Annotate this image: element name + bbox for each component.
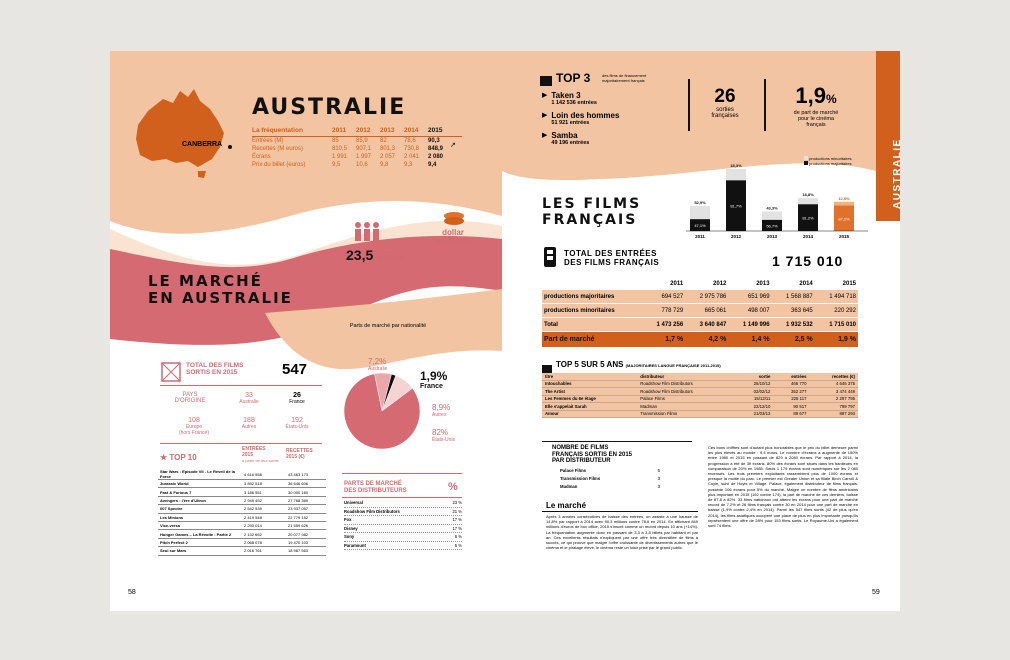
- country-title: AUSTRALIE: [252, 95, 407, 120]
- triangle-right-icon: ▶: [542, 132, 548, 139]
- list-item: Madman 3: [560, 484, 660, 489]
- table-row: Hunger Games – La Révolte : Partie 2 2 132 652 20 077 982: [158, 530, 326, 538]
- table-row: 007 Spectre 2 542 539 23 937 057: [158, 505, 326, 513]
- pdm-row: Part de marché 1,7 % 4,2 % 1,4 % 2,5 % 1,9 %: [542, 332, 858, 348]
- nationality-pie-chart: [342, 371, 422, 451]
- bar-minoritaires: [726, 169, 746, 180]
- top3-item: ▶ Taken 3 1 142 536 entrées: [542, 91, 597, 106]
- population-value: 23,5 millions: [346, 247, 404, 263]
- bar-label-maj: 56,7%: [766, 223, 778, 229]
- divider: [688, 79, 690, 131]
- marche-text: Après 3 années consécutives de baisse des entrées, on assiste à une hausse de 14,8% par rapport à 2014 avec 90,3 millions contre 78,6 en 2014. En affichant 849 millions d'euros de box office, 2015 s'inscrit comme un record depuis 10 ans (+14%). La fréquentation augmente donc en passant de 3,3 à 3,8 billets par habitant et par an. Ces excellents résultats n'expliquent par une offre très diversifiée de films à succès, ce qui prouve que malgré l'offre croissante de divertissements autres que le cinéma et le piratage élevé, le cinéma reste un loisir prisé par le grand public.: [546, 514, 698, 551]
- total-films-title: TOTAL DES FILMS SORTIS EN 2015: [186, 362, 244, 376]
- top3-title: TOP 3: [556, 71, 591, 85]
- top10-col1-header: ENTRÉES 2015 à partir de leur sortie: [242, 446, 279, 463]
- entrees-table: 2011 2012 2013 2014 2015 productions majoritaires 694 527 2 975 786 651 969 1 568 887 1 494 718 productions minoritaires 778 729 665 061 498 007 363 645 220 292 Total 1 473 256 3 640 847 1 149 996 1 932 532 1 715 010 Part de marché 1,7 % 4,2 % 1,4 % 2,5 % 1,9 %: [542, 277, 858, 347]
- distrib-list: [344, 499, 462, 550]
- table-row: Total 1 473 256 3 640 847 1 149 996 1 932 532 1 715 010: [542, 318, 858, 332]
- people-icon: [352, 221, 382, 248]
- bar-label-maj: 81,2%: [802, 215, 814, 221]
- triangle-right-icon: ▶: [542, 92, 548, 99]
- table-row: The Artist Roadshow Film Distributors 02/02/12 352 277 3 474 449: [542, 388, 858, 396]
- top3-item: ▶ Loin des hommes 51 921 entrées: [542, 111, 620, 126]
- right-page: [502, 51, 903, 611]
- side-label: AUSTRALIE: [892, 138, 903, 209]
- french-films-bar-chart: [682, 159, 876, 241]
- top3-item: ▶ Samba 49 196 entrées: [542, 131, 590, 146]
- top10-title: ★ TOP 10: [160, 453, 197, 462]
- top5-table: titre distributeur sortie entrées recettes (€) Intouchables Roadshow Film Distributors 25/10/12 466 770 4 646 375 The Artist Roadshow Film Distributors 02/02/12 352 277 3 474 449 Les Femmes du 6e étage Palace Films 15/12/11 225 117 2 297 795 Elle s'appelait Sarah Madman 22/12/10 90 517 799 797 Amour Transmission Films 21/03/13 89 677 887 293: [542, 373, 858, 418]
- origin-autres: 188 Autres: [241, 417, 257, 430]
- bar-category-label: 2015: [838, 234, 850, 239]
- origin-label: PAYS D'ORIGINE: [174, 392, 206, 404]
- capital-dot: [228, 145, 232, 149]
- page-number: 59: [872, 589, 880, 596]
- page-number: 58: [128, 589, 136, 596]
- capital-label: CANBERRA: [182, 141, 223, 148]
- freq-header: La fréquentation 2011 2012 2013 2014 2015: [252, 127, 462, 137]
- bar-minoritaires: [834, 202, 854, 206]
- bar-category-label: 2011: [695, 234, 705, 239]
- distrib-title: PARTS DE MARCHÉ DES DISTRIBUTEURS: [344, 481, 407, 494]
- frequentation-table: [252, 127, 462, 169]
- legend-min: productions minoritaires: [804, 156, 852, 161]
- entrees-title: TOTAL DES ENTRÉES DES FILMS FRANÇAIS: [564, 249, 660, 267]
- origin-usa: 192 États-Unis: [285, 417, 309, 430]
- distrib-unit: %: [448, 481, 458, 493]
- top5-title: TOP 5 SUR 5 ANS (MAJORITAIRES LANGUE FRANÇAISE 2011-2015): [556, 360, 721, 369]
- freq-row: Recettes (M euros) 810,5 907,1 801,3 730,8 848,9: [252, 146, 444, 152]
- table-row: Pitch Perfect 2 2 068 078 19 470 103: [158, 538, 326, 546]
- clapper-icon: [540, 73, 552, 91]
- bar-label-maj: 87,2%: [838, 216, 850, 222]
- top3-list: [542, 91, 619, 151]
- sorties-block: 26 sorties françaises: [711, 86, 739, 119]
- table-row: Les Minions 2 419 548 22 779 152: [158, 513, 326, 521]
- top3-subtitle: des films de financement majoritairement français: [602, 73, 647, 83]
- arrow-up-icon: ↗: [450, 142, 456, 149]
- divider: [342, 473, 462, 474]
- table-row: Jurassic World 3 892 518 36 646 606: [158, 480, 326, 488]
- pie-label-australie: 7,2% Australie: [368, 357, 388, 372]
- bar-category-label: 2012: [730, 234, 742, 239]
- table-row: Les Femmes du 6e étage Palace Films 15/12/11 225 117 2 297 795: [542, 395, 858, 403]
- freq-row: Écrans 1 991 1 997 2 057 2 041 2 080: [252, 154, 444, 160]
- origin-australie: 33 Australie: [239, 392, 259, 405]
- nb-distrib-title: NOMBRE DE FILMS FRANÇAIS SORTIS EN 2015 PAR DISTRIBUTEUR: [552, 445, 633, 464]
- triangle-right-icon: ▶: [542, 112, 548, 119]
- list-item: Disney 17 %: [344, 525, 462, 534]
- bar-category-label: 2013: [766, 234, 778, 239]
- pie-label-france: 1,9% France: [420, 369, 448, 390]
- divider: [764, 79, 766, 131]
- freq-row: Prix du billet (euros) 9,5 10,6 9,8 9,3 9,4: [252, 162, 437, 168]
- pie-title: Parts de marché par nationalité: [349, 323, 427, 329]
- list-item: Sony 6 %: [344, 533, 462, 542]
- bar-minoritaires: [798, 198, 818, 204]
- bar-minoritaires: [762, 211, 782, 219]
- list-item: Roadshow Film Distributors 21 %: [344, 508, 462, 517]
- table-row: productions minoritaires 778 729 665 061 498 007 363 645 220 292: [542, 304, 858, 318]
- table-row: Avengers : l'ère d'Ultron 2 949 492 27 768 369: [158, 496, 326, 504]
- table-row: Amour Transmission Films 21/03/13 89 677 887 293: [542, 410, 858, 418]
- origin-europe: 108 Europe (hors France): [178, 417, 209, 436]
- market-title: LE MARCHÉ EN AUSTRALIE: [148, 272, 293, 307]
- pie-label-autres: 8,9% Autres: [432, 403, 451, 418]
- left-page: [110, 51, 502, 611]
- film-icon: [160, 361, 182, 388]
- table-row: Seul sur Mars 2 016 761 18 987 563: [158, 547, 326, 555]
- bar-label-maj: 81,7%: [730, 203, 742, 209]
- divider: [160, 385, 322, 386]
- table-row: Vice-versa 2 290 014 21 559 626: [158, 521, 326, 529]
- table-row: Star Wars : Episode VII - Le Réveil de la Force 4 616 558 43 463 173: [158, 469, 326, 480]
- bar-label-min: 43,3%: [766, 205, 778, 211]
- table-row: Intouchables Roadshow Film Distributors 25/10/12 466 770 4 646 375: [542, 380, 858, 388]
- pie-label-usa: 82% États-Unis: [432, 428, 456, 443]
- marche-title: Le marché: [546, 501, 587, 510]
- pdm-block: 1,9% de part de marché pour le cinéma français: [793, 83, 839, 128]
- divider: [160, 443, 322, 444]
- bar-label-min: 52,9%: [694, 199, 706, 205]
- legend-maj: productions majoritaires: [804, 161, 852, 166]
- top10-col2-header: RECETTES 2015 (€): [286, 448, 313, 460]
- australia-map: [128, 81, 238, 181]
- nb-distrib-list: [560, 467, 660, 491]
- list-item: Transmission Films 3: [560, 476, 660, 481]
- table-row: Elle s'appelait Sarah Madman 22/12/10 90 517 799 797: [542, 403, 858, 411]
- freq-row: Entrées (M) 85 85,9 82 78,6 90,3: [252, 138, 440, 144]
- bar-label-min: 18,3%: [730, 163, 742, 168]
- top10-table: [158, 469, 326, 556]
- divider: [542, 511, 698, 512]
- bar-minoritaires: [690, 206, 710, 219]
- analysis-text: Ces bons chiffres sont d'autant plus honorables que le prix du billet demeure parmi les plus élevés au monde : 9,4 euros. Le nombre d'écrans a augmenté de 150% entre 1980 et 2015 en passant de 829 à 2080 écrans. Par rapport à 2014, la progression a été de 39 écrans. 80% des écrans sont situés dans les banlieues en comparaison de 20% en 1985. Seuls 1 179 écrans sont numériques sur les 2 080 recensés. Les trois premiers exploitants rassemblent plus de 1000 écrans et presque la moitié du parc. Le premier est Greater Union et sa filiale Birch Carroll & Coyle, suivi de Hoyts et Village. Palace, également distributeur de films français, possède 106 écrans pour 5% du marché. Malgré un nombre de films américains plus important en 2015 (192 contre 174), la part de marché de ces derniers, baisse de 87,8 à 82%. 33 films nationaux ont atteint les écrans pour une part de marché record de 7,2% et 26 films français contre 30 en 2014 pour une part de marché en baisse (1,9% contre 2,4% en 2014). Parmi les 547 films sortis (42 de plus qu'en 2014), les films asiatiques occupent une place de plus en plus importante puisqu'ils représentent une offre de 28% pour 153 films sortis. Le Royaume-Uni a également sorti 74 films.: [708, 445, 858, 529]
- total-films-value: 547: [282, 361, 308, 378]
- bar-label-min: 12,8%: [838, 195, 850, 201]
- list-item: Palace Films 5: [560, 468, 660, 473]
- currency-label: dollar australien: [434, 228, 472, 246]
- bar-label-min: 18,8%: [802, 192, 814, 198]
- table-row: Fast & Furious 7 3 186 551 30 000 160: [158, 488, 326, 496]
- bar-category-label: 2014: [802, 234, 814, 239]
- list-item: Universal 23 %: [344, 499, 462, 508]
- film-reel-icon: [542, 247, 558, 272]
- list-item: Paramount 5 %: [344, 542, 462, 551]
- list-item: Fox 17 %: [344, 516, 462, 525]
- bar-label-maj: 47,1%: [694, 223, 706, 229]
- films-title: LES FILMS FRANÇAIS: [542, 196, 642, 228]
- divider: [542, 441, 692, 442]
- divider: [342, 497, 462, 498]
- star-icon: ★: [160, 453, 168, 462]
- bar-legend: [804, 156, 852, 166]
- entrees-total: 1 715 010: [772, 253, 844, 269]
- table-row: productions majoritaires 694 527 2 975 786 651 969 1 568 887 1 494 718: [542, 290, 858, 304]
- origin-france: 26 France: [289, 392, 305, 405]
